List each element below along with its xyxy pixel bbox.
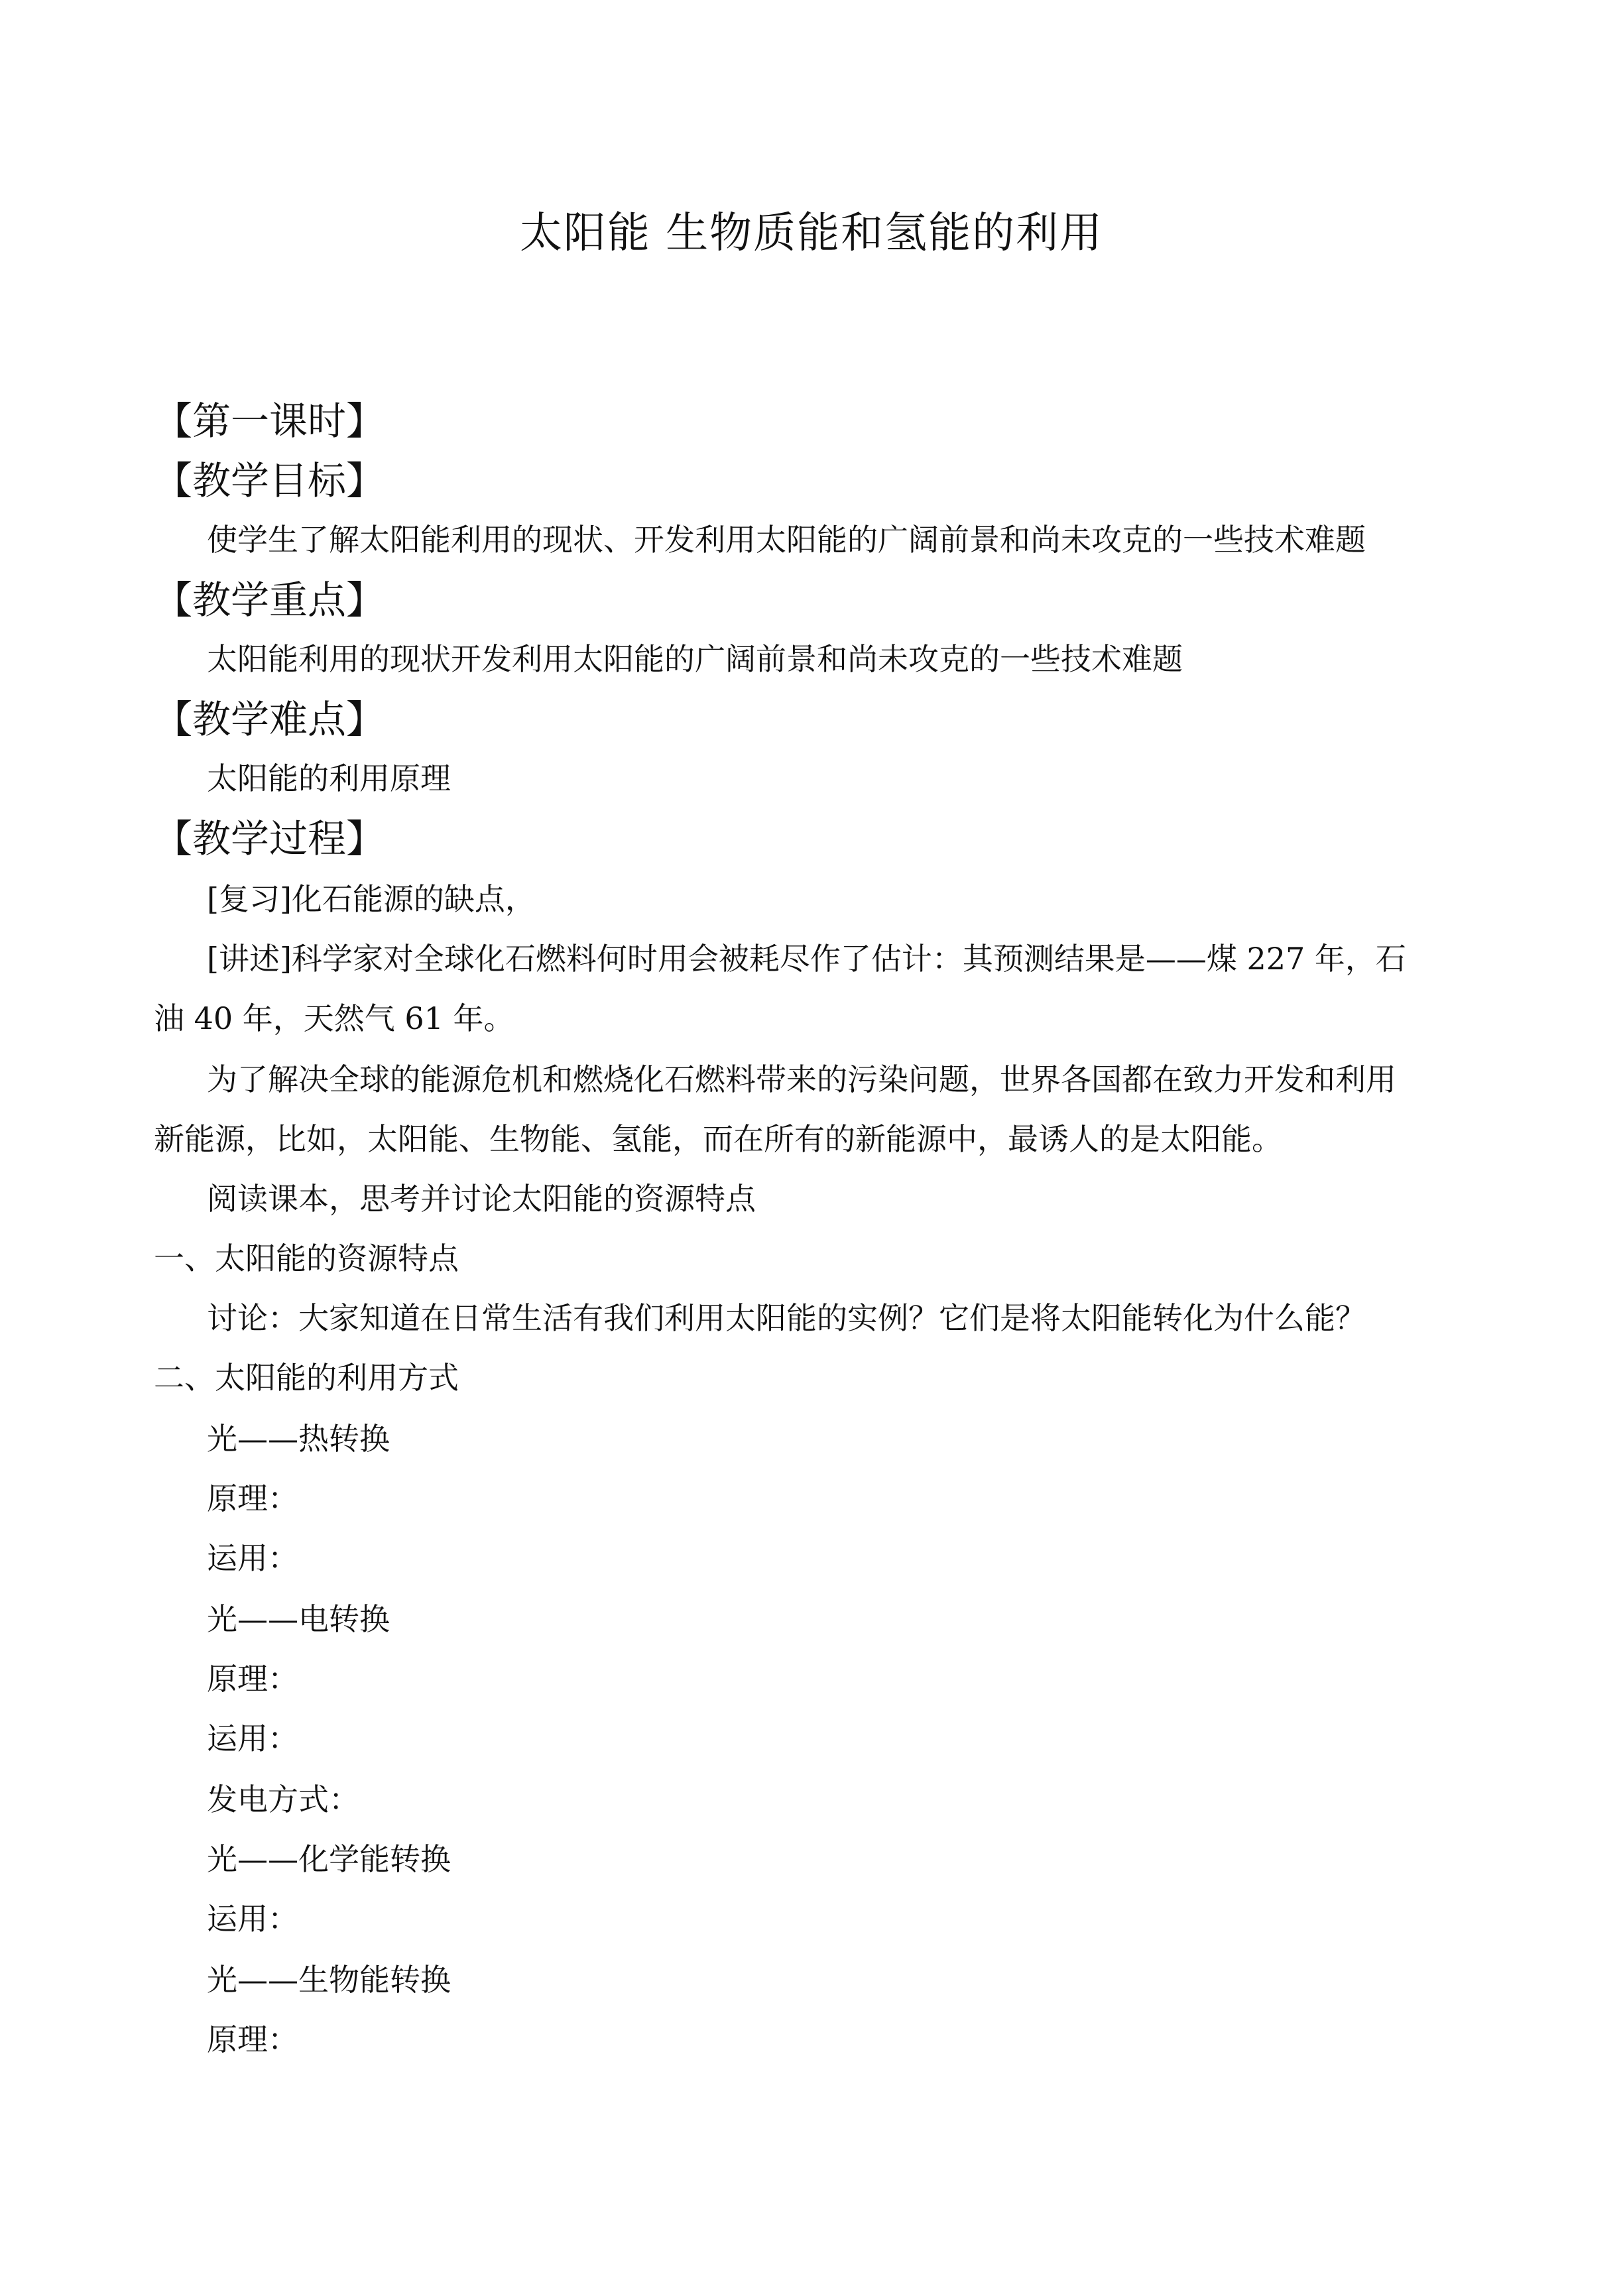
heading-goal: 【教学目标】 <box>154 458 385 503</box>
page-title: 太阳能 生物质能和氢能的利用 <box>519 209 1104 258</box>
heading-lesson: 【第一课时】 <box>154 398 385 444</box>
light-heat-conversion: 光——热转换 <box>207 1421 390 1457</box>
principle-label-3: 原理： <box>207 2022 298 2057</box>
lecture-line-1: [讲述]科学家对全球化石燃料何时用会被耗尽作了估计：其预测结果是——煤 227 年，石 <box>207 941 1406 977</box>
paragraph-line-1: 为了解决全球的能源危机和燃烧化石燃料带来的污染问题，世界各国都在致力开发和利用 <box>207 1061 1396 1097</box>
discussion-line: 讨论：大家知道在日常生活有我们利用太阳能的实例？它们是将太阳能转化为什么能？ <box>207 1300 1366 1336</box>
part-one-heading: 一、太阳能的资源特点 <box>154 1240 459 1276</box>
use-label-2: 运用： <box>207 1721 298 1756</box>
lecture-line-2: 油 40 年，天然气 61 年。 <box>154 1000 514 1036</box>
generation-method-label: 发电方式： <box>207 1782 359 1817</box>
read-task: 阅读课本，思考并讨论太阳能的资源特点 <box>207 1181 756 1217</box>
heading-difficulty: 【教学难点】 <box>154 697 385 742</box>
key-points-text: 太阳能利用的现状开发利用太阳能的广阔前景和尚未攻克的一些技术难题 <box>207 641 1183 677</box>
principle-label-1: 原理： <box>207 1480 298 1516</box>
use-label-1: 运用： <box>207 1540 298 1576</box>
heading-key-points: 【教学重点】 <box>154 577 385 623</box>
light-electric-conversion: 光——电转换 <box>207 1601 390 1637</box>
principle-label-2: 原理： <box>207 1661 298 1697</box>
light-chemical-conversion: 光——化学能转换 <box>207 1841 451 1877</box>
light-bio-conversion: 光——生物能转换 <box>207 1962 451 1998</box>
heading-process: 【教学过程】 <box>154 816 385 861</box>
paragraph-line-2: 新能源，比如，太阳能、生物能、氢能，而在所有的新能源中，最诱人的是太阳能。 <box>154 1121 1282 1157</box>
goal-text: 使学生了解太阳能利用的现状、开发利用太阳能的广阔前景和尚未攻克的一些技术难题 <box>207 522 1366 558</box>
use-label-3: 运用： <box>207 1901 298 1937</box>
part-two-heading: 二、太阳能的利用方式 <box>154 1360 459 1396</box>
difficulty-text: 太阳能的利用原理 <box>207 760 451 796</box>
review-line: [复习]化石能源的缺点， <box>207 881 536 917</box>
